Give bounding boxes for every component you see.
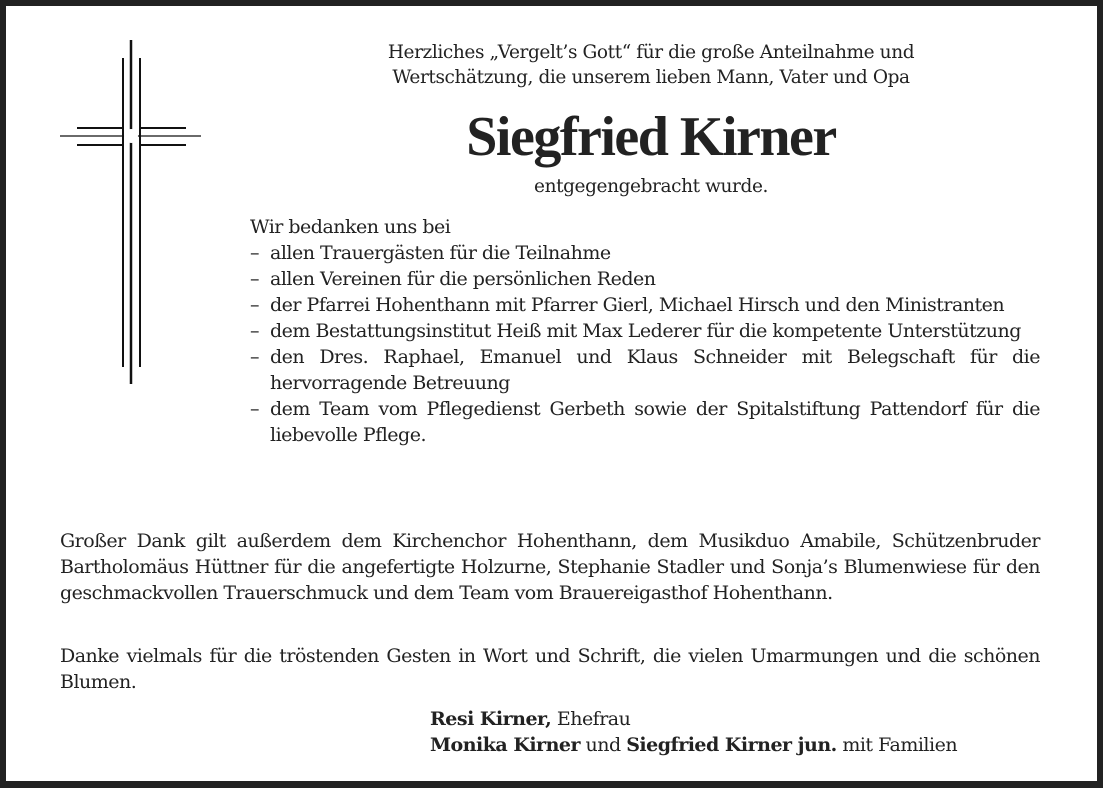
paragraph-additional-thanks: Großer Dank gilt außerdem dem Kirchenchor Hohenthann, dem Musikduo Amabile, Schützenbruder Bartholomäus Hüttner für die angefertigte Holzurne, Stephanie Stadler und Sonja’s Blumenwiese für den geschmackvollen Trauerschmuck und dem Team vom Brauereigasthof Hohenthann.	[60, 530, 1040, 604]
signer-name: Monika Kirner	[430, 734, 580, 756]
list-item	[250, 344, 1040, 396]
signer-role: Ehefrau	[551, 708, 631, 730]
signer-name: Siegfried Kirner jun.	[626, 734, 837, 756]
signature-line-1	[430, 706, 957, 732]
list-item	[250, 266, 1040, 292]
intro-line-1: Herzliches „Vergelt’s Gott“ für die große Anteilnahme und	[387, 42, 915, 63]
list-item	[250, 318, 1040, 344]
list-item-text: dem Bestattungsinstitut Heiß mit Max Lederer für die kompetente Unterstützung	[270, 320, 1021, 342]
thanks-list	[250, 214, 1040, 448]
signer-suffix: mit Familien	[836, 734, 958, 756]
signature-block	[430, 706, 957, 758]
signature-line-2	[430, 732, 957, 758]
list-item	[250, 240, 1040, 266]
dash: –	[250, 294, 259, 316]
list-item	[250, 396, 1040, 448]
intro-text	[296, 40, 1006, 90]
dash: –	[250, 398, 259, 420]
after-name-text: entgegengebracht wurde.	[534, 176, 768, 197]
list-item-text: dem Team vom Pflegedienst Gerbeth sowie der Spitalstiftung Pattendorf für die liebevolle Pflege.	[270, 398, 1040, 446]
signer-name: Resi Kirner,	[430, 708, 552, 730]
paragraph-closing-thanks: Danke vielmals für die tröstenden Gesten in Wort und Schrift, die vielen Umarmungen und die schönen Blumen.	[60, 645, 1040, 693]
dash: –	[250, 268, 259, 290]
cross-icon	[60, 40, 210, 390]
list-item-text: allen Vereinen für die persönlichen Reden	[270, 268, 656, 290]
dash: –	[250, 346, 259, 368]
connector-text: und	[579, 734, 627, 756]
deceased-name: Siegfried Kirner	[466, 106, 836, 168]
list-item-text: der Pfarrei Hohenthann mit Pfarrer Gierl, Michael Hirsch und den Ministranten	[270, 294, 1005, 316]
dash: –	[250, 320, 259, 342]
dash: –	[250, 242, 259, 264]
list-item-text: den Dres. Raphael, Emanuel und Klaus Schneider mit Belegschaft für die hervorragende Betreuung	[270, 346, 1040, 394]
intro-line-2: Wertschätzung, die unserem lieben Mann, Vater und Opa	[392, 67, 910, 88]
obituary-card	[6, 6, 1097, 781]
thanks-lead: Wir bedanken uns bei	[250, 216, 451, 238]
list-item-text: allen Trauergästen für die Teilnahme	[270, 242, 611, 264]
list-item	[250, 292, 1040, 318]
